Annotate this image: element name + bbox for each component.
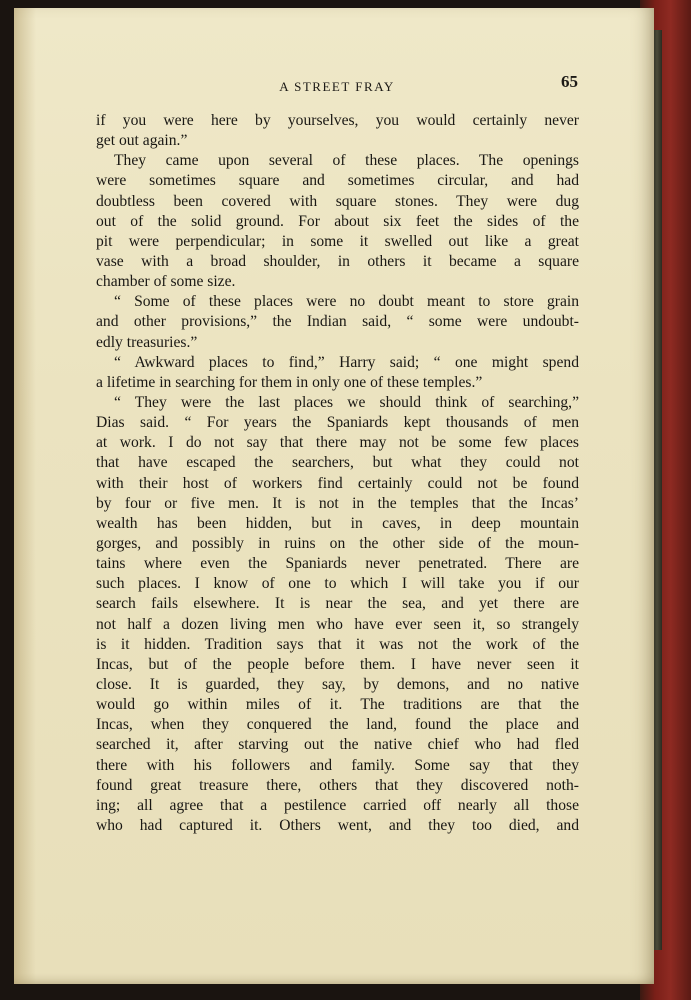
running-head xyxy=(96,72,578,96)
text-line: Incas, when they conquered the land, found the place and xyxy=(96,716,579,734)
text-line: not half a dozen living men who have ever seen it, so strangely xyxy=(96,615,579,633)
text-line: would go within miles of it. The traditions are that the xyxy=(96,696,579,714)
text-line: pit were perpendicular; in some it swelled out like a great xyxy=(96,232,579,250)
text-line: doubtless been covered with square stones. They were dug xyxy=(96,192,579,210)
text-line: ing; all agree that a pestilence carried off nearly all those xyxy=(96,796,579,814)
page-number: 65 xyxy=(561,72,578,91)
text-line: and other provisions,” the Indian said, “ some were undoubt- xyxy=(96,313,579,331)
text-line: wealth has been hidden, but in caves, in deep mountain xyxy=(96,514,579,532)
text-line: a lifetime in searching for them in only one of these temples.” xyxy=(96,373,483,391)
text-line: search fails elsewhere. It is near the sea, and yet there are xyxy=(96,595,579,613)
text-line: out of the solid ground. For about six feet the sides of the xyxy=(96,212,579,230)
text-line: found great treasure there, others that they discovered noth- xyxy=(96,776,579,794)
text-line: They came upon several of these places. The openings xyxy=(114,152,579,170)
page-gutter-shadow xyxy=(14,8,36,984)
text-line: edly treasuries.” xyxy=(96,333,198,351)
text-line: at work. I do not say that there may not be some few places xyxy=(96,434,579,452)
text-line: “ They were the last places we should think of searching,” xyxy=(114,393,579,411)
text-line: were sometimes square and sometimes circular, and had xyxy=(96,172,579,190)
text-line: who had captured it. Others went, and they too died, and xyxy=(96,816,579,834)
text-line: Incas, but of the people before them. I have never seen it xyxy=(96,655,579,673)
text-line: get out again.” xyxy=(96,132,188,150)
text-line: tains where even the Spaniards never penetrated. There are xyxy=(96,555,579,573)
text-line: searched it, after starving out the native chief who had fled xyxy=(96,736,579,754)
text-line: there with his followers and family. Some say that they xyxy=(96,756,579,774)
text-line: close. It is guarded, they say, by demons, and no native xyxy=(96,675,579,693)
text-line: “ Awkward places to find,” Harry said; “ one might spend xyxy=(114,353,579,371)
text-line: is it hidden. Tradition says that it was not the work of the xyxy=(96,635,579,653)
running-title: A STREET FRAY xyxy=(279,79,395,94)
text-line: by four or five men. It is not in the temples that the Incas’ xyxy=(96,494,579,512)
text-line: chamber of some size. xyxy=(96,273,236,291)
text-line: if you were here by yourselves, you would certainly never xyxy=(96,112,579,129)
text-line: such places. I know of one to which I will take you if our xyxy=(96,575,579,593)
text-line: vase with a broad shoulder, in others it became a square xyxy=(96,252,579,270)
text-line: with their host of workers find certainly could not be found xyxy=(96,474,579,492)
body-text xyxy=(96,111,579,836)
text-line: gorges, and possibly in ruins on the other side of the moun- xyxy=(96,534,579,552)
text-line: “ Some of these places were no doubt meant to store grain xyxy=(114,293,579,311)
text-line: Dias said. “ For years the Spaniards kept thousands of men xyxy=(96,414,579,432)
text-line: that have escaped the searchers, but what they could not xyxy=(96,454,579,472)
